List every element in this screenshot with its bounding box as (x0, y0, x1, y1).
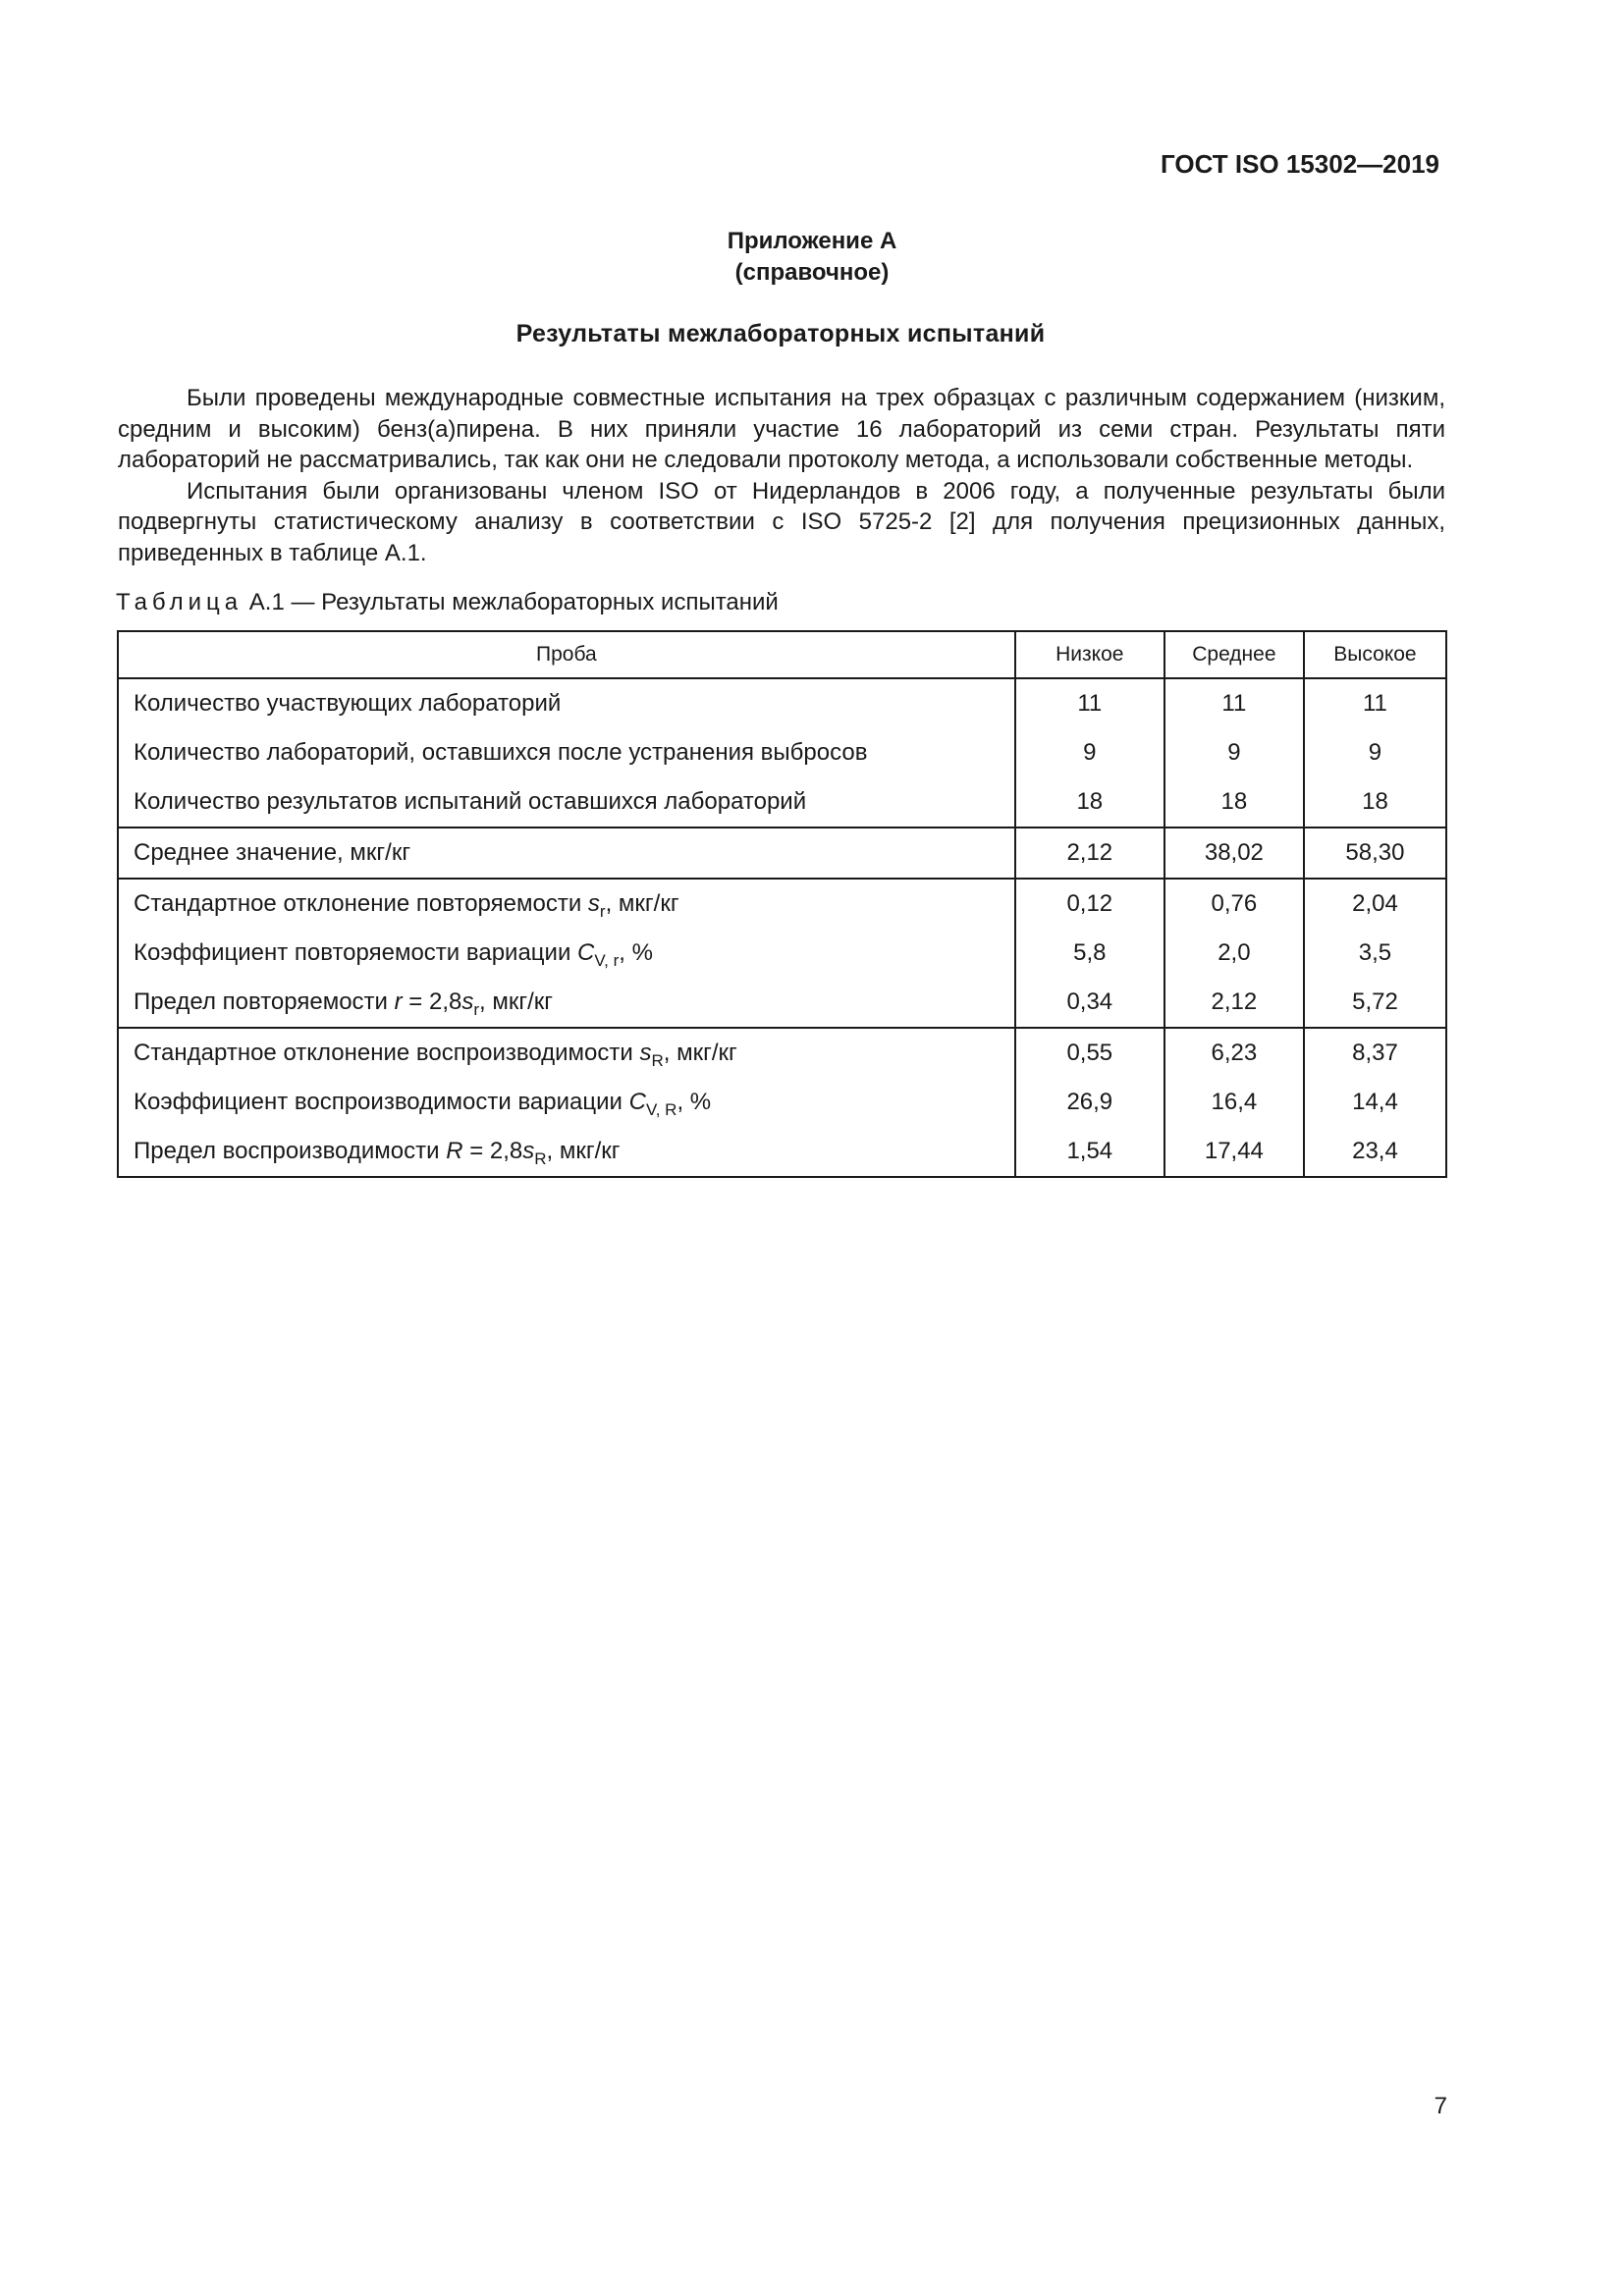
value-medium: 6,23 (1164, 1028, 1304, 1078)
row-label: Количество лабораторий, оставшихся после устранения выбросов (118, 728, 1015, 777)
section-heading: Результаты межлабораторных испытаний (515, 320, 1046, 347)
label-text: Коэффициент повторяемости вариации (134, 939, 578, 966)
value-low: 26,9 (1015, 1078, 1164, 1127)
label-text: Коэффициент воспроизводимости вариации (134, 1089, 629, 1115)
value-medium: 2,0 (1164, 929, 1304, 978)
header-medium: Среднее (1164, 631, 1304, 678)
value-low: 0,55 (1015, 1028, 1164, 1078)
label-text: , мкг/кг (546, 1138, 621, 1164)
table-row (118, 1028, 1446, 1078)
value-medium: 0,76 (1164, 879, 1304, 929)
label-text: Предел повторяемости (134, 988, 395, 1015)
label-text: = 2,8 (462, 1138, 523, 1164)
value-medium: 17,44 (1164, 1127, 1304, 1177)
label-text: Стандартное отклонение повторяемости (134, 890, 588, 917)
subscript: R (651, 1051, 664, 1070)
value-high: 18 (1304, 777, 1446, 828)
value-low: 0,34 (1015, 978, 1164, 1028)
subscript: V, R (645, 1100, 677, 1119)
value-medium: 16,4 (1164, 1078, 1304, 1127)
table-row (118, 1078, 1446, 1127)
value-medium: 2,12 (1164, 978, 1304, 1028)
row-label (118, 1127, 1015, 1177)
header-sample: Проба (118, 631, 1015, 678)
header-low: Низкое (1015, 631, 1164, 678)
paragraph: Испытания были организованы членом ISO от Нидерландов в 2006 году, а полученные результаты были подвергнуты статистическому анализу в соответствии с ISO 5725-2 [2] для получения прецизионных данных, приведенных в таблице А.1. (118, 477, 1445, 566)
page-number: 7 (1434, 2093, 1447, 2119)
label-text: , % (619, 939, 653, 966)
table-row (118, 1127, 1446, 1177)
symbol: C (577, 939, 595, 966)
value-medium: 18 (1164, 777, 1304, 828)
paragraph: Были проведены международные совместные испытания на трех образцах с различным содержанием (низким, средним и высоким) бенз(а)пирена. В них приняли участие 16 лабораторий из семи стран. Результаты пяти лабораторий не рассматривались, так как они не следовали протоколу метода, а использовали собственные методы. (118, 385, 1445, 473)
label-text: = 2,8 (402, 988, 462, 1015)
label-text: , мкг/кг (605, 890, 679, 917)
value-high: 5,72 (1304, 978, 1446, 1028)
value-low: 11 (1015, 678, 1164, 728)
row-label: Среднее значение, мкг/кг (118, 828, 1015, 879)
symbol: s (587, 890, 600, 917)
value-low: 2,12 (1015, 828, 1164, 879)
value-high: 23,4 (1304, 1127, 1446, 1177)
symbol: s (461, 988, 474, 1015)
table-row (118, 828, 1446, 879)
row-label (118, 1028, 1015, 1078)
label-text: Стандартное отклонение воспроизводимости (134, 1040, 640, 1066)
annex-heading (0, 226, 1624, 289)
symbol: R (446, 1138, 463, 1164)
document-code: ГОСТ ISO 15302—2019 (1160, 149, 1439, 179)
value-low: 1,54 (1015, 1127, 1164, 1177)
value-high: 58,30 (1304, 828, 1446, 879)
value-high: 8,37 (1304, 1028, 1446, 1078)
value-medium: 9 (1164, 728, 1304, 777)
row-label: Количество участвующих лабораторий (118, 678, 1015, 728)
annex-type: (справочное) (734, 259, 890, 286)
subscript: r (473, 1000, 480, 1019)
label-text: Предел воспроизводимости (134, 1138, 447, 1164)
value-medium: 38,02 (1164, 828, 1304, 879)
symbol: s (639, 1040, 652, 1066)
table-row (118, 978, 1446, 1028)
row-label (118, 879, 1015, 929)
table-caption (116, 589, 779, 616)
row-label (118, 1078, 1015, 1127)
label-text: , мкг/кг (663, 1040, 737, 1066)
value-high: 3,5 (1304, 929, 1446, 978)
value-low: 9 (1015, 728, 1164, 777)
subscript: r (599, 902, 606, 921)
table-row (118, 728, 1446, 777)
table-row (118, 678, 1446, 728)
symbol: s (522, 1138, 535, 1164)
value-low: 18 (1015, 777, 1164, 828)
table-row (118, 929, 1446, 978)
label-text: , мкг/кг (479, 988, 554, 1015)
value-high: 9 (1304, 728, 1446, 777)
value-medium: 11 (1164, 678, 1304, 728)
results-table (117, 630, 1447, 1178)
table-caption-text: А.1 — Результаты межлабораторных испытаний (248, 589, 779, 615)
subscript: V, r (594, 951, 620, 970)
value-high: 11 (1304, 678, 1446, 728)
value-low: 0,12 (1015, 879, 1164, 929)
row-label (118, 978, 1015, 1028)
table-header-row (118, 631, 1446, 678)
body-text (118, 383, 1445, 568)
row-label (118, 929, 1015, 978)
table-row (118, 879, 1446, 929)
subscript: R (534, 1149, 547, 1168)
label-text: , % (677, 1089, 712, 1115)
annex-title: Приложение А (727, 228, 897, 254)
symbol: r (394, 988, 403, 1015)
symbol: C (628, 1089, 646, 1115)
table-row (118, 777, 1446, 828)
value-high: 2,04 (1304, 879, 1446, 929)
row-label: Количество результатов испытаний оставшихся лабораторий (118, 777, 1015, 828)
value-low: 5,8 (1015, 929, 1164, 978)
table-caption-word: Таблица (116, 589, 244, 615)
value-high: 14,4 (1304, 1078, 1446, 1127)
header-high: Высокое (1304, 631, 1446, 678)
